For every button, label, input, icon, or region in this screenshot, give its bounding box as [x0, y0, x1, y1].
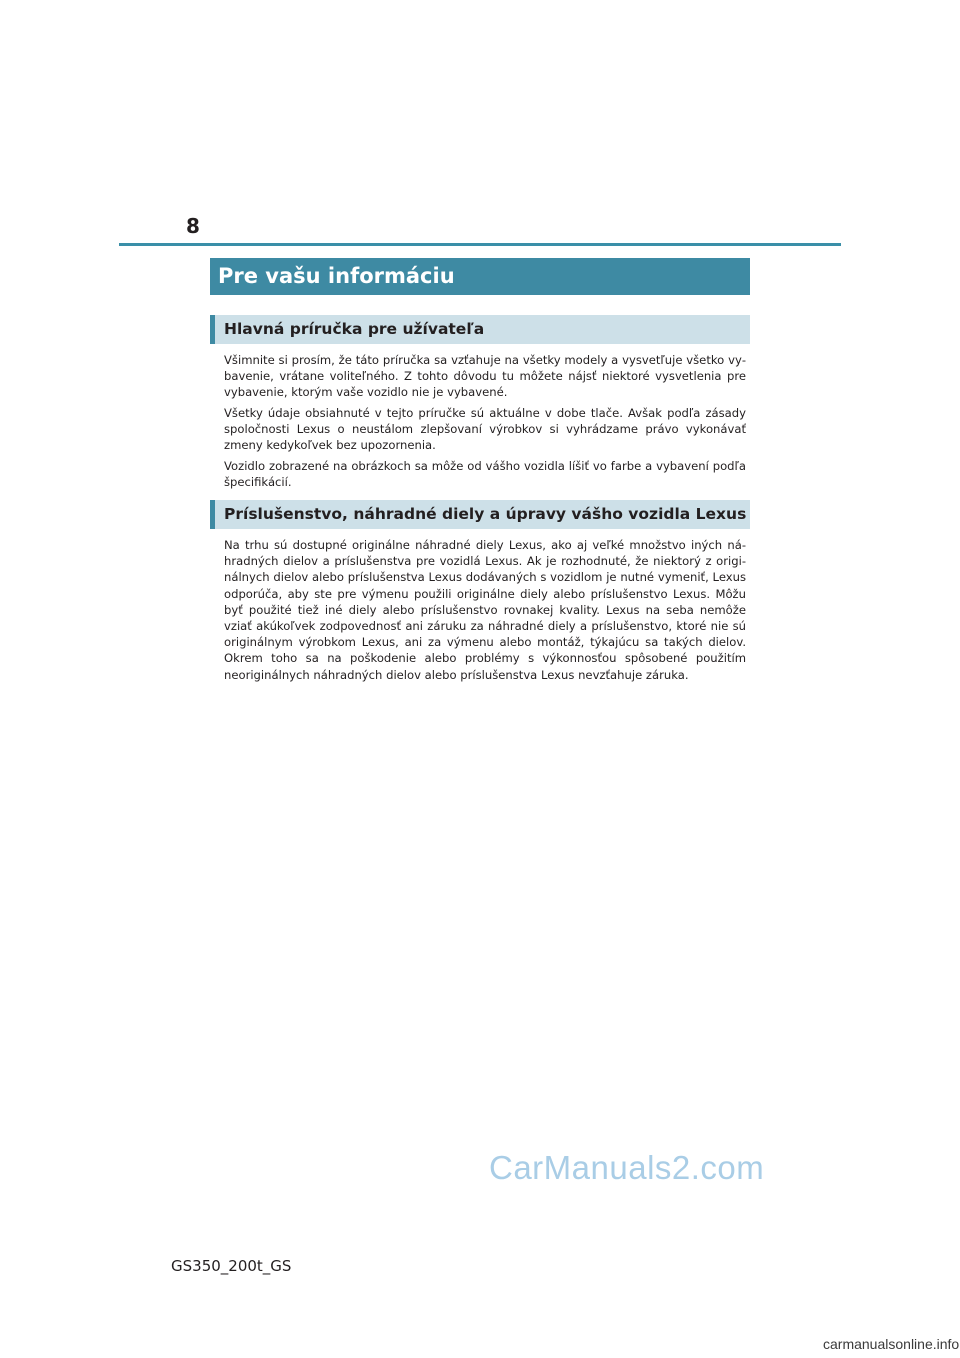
subsection-title-manual: Hlavná príručka pre užívateľa [224, 320, 485, 338]
paragraph-accessories-1: Na trhu sú dostupné originálne náhradné diely Lexus, ako aj veľké množstvo iných náhradných dielov a príslušenstva pre vozidlá Lexus. Ak je rozhodnuté, že niektorý z originálnych dielov alebo príslušenstva Lexus dodávaných s vozidlom je nutné vymeniť, Lexus odporúča, aby ste pre výmenu použili originálne diely alebo príslušenstvo Lexus. Môžu byť použité tiež iné diely alebo príslušenstvo rovnakej kvality. Lexus na seba nemôže vziať akúkoľvek zodpovednosť ani záruku za náhradné diely a príslušenstvo, ktoré nie sú originálnym výrobkom Lexus, ani za výmenu alebo montáž, týkajúcu sa takých dielov. Okrem toho sa na poškodenie alebo problémy s výkonnosťou spôsobené použitím neoriginálnych náhradných dielov alebo príslušenstva Lexus nevzťahuje záruka. [224, 538, 746, 682]
paragraph-manual-3: Vozidlo zobrazené na obrázkoch sa môže od vášho vozidla líšiť vo farbe a vybavení podľa špecifikácií. [224, 459, 746, 490]
watermark-carmanuals: CarManuals2.com [489, 1149, 765, 1186]
paragraph-manual-2: Všetky údaje obsiahnuté v tejto príručke sú aktuálne v dobe tlače. Avšak podľa zásady spoločnosti Lexus o neustálom zlepšovaní výrobkov si vyhrádzame právo vykonávať zmeny kedykoľvek bez upozornenia. [224, 406, 746, 453]
page-number: 8 [186, 214, 200, 238]
footer-model-code: GS350_200t_GS [171, 1257, 292, 1275]
subsection-header-accessories [210, 500, 750, 529]
footer-site-logo: carmanualsonline.info [823, 1336, 960, 1352]
subsection-header-manual [210, 315, 750, 344]
section-title: Pre vašu informáciu [218, 264, 455, 288]
top-rule [119, 243, 841, 246]
subsection-title-accessories: Príslušenstvo, náhradné diely a úpravy vášho vozidla Lexus [224, 505, 747, 523]
section-header [210, 258, 750, 295]
paragraph-manual-1: Všimnite si prosím, že táto príručka sa vzťahuje na všetky modely a vysvetľuje všetko vybavenie, vrátane voliteľného. Z tohto dôvodu tu môžete nájsť niektoré vysvetlenia pre vybavenie, ktorým vaše vozidlo nie je vybavené. [224, 353, 746, 400]
